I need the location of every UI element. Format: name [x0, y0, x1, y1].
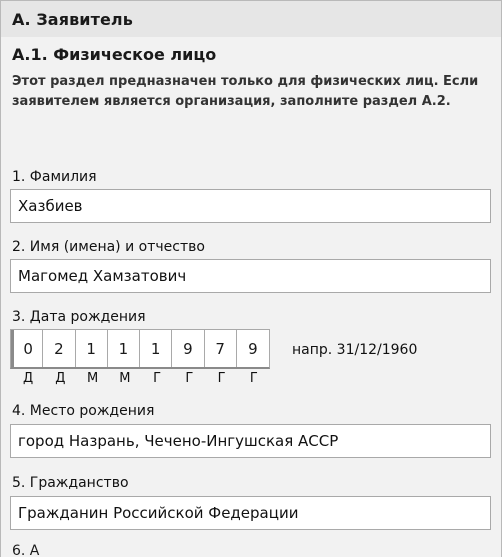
citizenship-label: 5. Гражданство: [12, 475, 129, 491]
date-digit-cell[interactable]: 0: [11, 330, 43, 367]
date-format-hint: напр. 31/12/1960: [292, 342, 418, 358]
date-format-letter: М: [119, 371, 131, 386]
next-field-label: 6. А: [12, 543, 40, 559]
citizenship-value: Гражданин Российской Федерации: [18, 504, 299, 522]
date-digit-cell[interactable]: 9: [172, 330, 204, 367]
date-format-letter: Г: [153, 371, 162, 386]
name-label: 2. Имя (имена) и отчество: [12, 239, 205, 255]
date-format-letter: Г: [185, 371, 194, 386]
date-format-letters: [12, 371, 270, 387]
citizenship-field[interactable]: [10, 496, 491, 530]
birth-place-field[interactable]: [10, 424, 491, 458]
surname-value: Хазбиев: [18, 197, 83, 215]
date-digit-cell[interactable]: 2: [43, 330, 75, 367]
birth-date-field[interactable]: [10, 329, 270, 369]
date-digit-cell[interactable]: 1: [108, 330, 140, 367]
surname-label: 1. Фамилия: [12, 169, 97, 185]
date-digit-cell[interactable]: 7: [205, 330, 237, 367]
date-format-letter: Г: [249, 371, 258, 386]
date-digit-cell[interactable]: 1: [76, 330, 108, 367]
section-note: Этот раздел предназначен только для физических лиц. Если заявителем является организация, заполните раздел А.2.: [12, 74, 479, 109]
name-field[interactable]: [10, 259, 491, 293]
date-format-letter: Д: [55, 371, 66, 386]
section-header: [0, 0, 502, 38]
date-digit-cell[interactable]: 1: [140, 330, 172, 367]
date-format-letter: Г: [217, 371, 226, 386]
birth-place-label: 4. Место рождения: [12, 403, 155, 419]
date-format-letter: Д: [23, 371, 34, 386]
date-format-letter: М: [87, 371, 99, 386]
birth-place-value: город Назрань, Чечено-Ингушская АССР: [18, 432, 339, 450]
section-title: А. Заявитель: [12, 10, 133, 29]
surname-field[interactable]: [10, 189, 491, 223]
date-digit-cell[interactable]: 9: [248, 340, 258, 358]
subsection-title: А.1. Физическое лицо: [12, 45, 217, 64]
birth-date-label: 3. Дата рождения: [12, 309, 146, 325]
name-value: Магомед Хамзатович: [18, 267, 187, 285]
